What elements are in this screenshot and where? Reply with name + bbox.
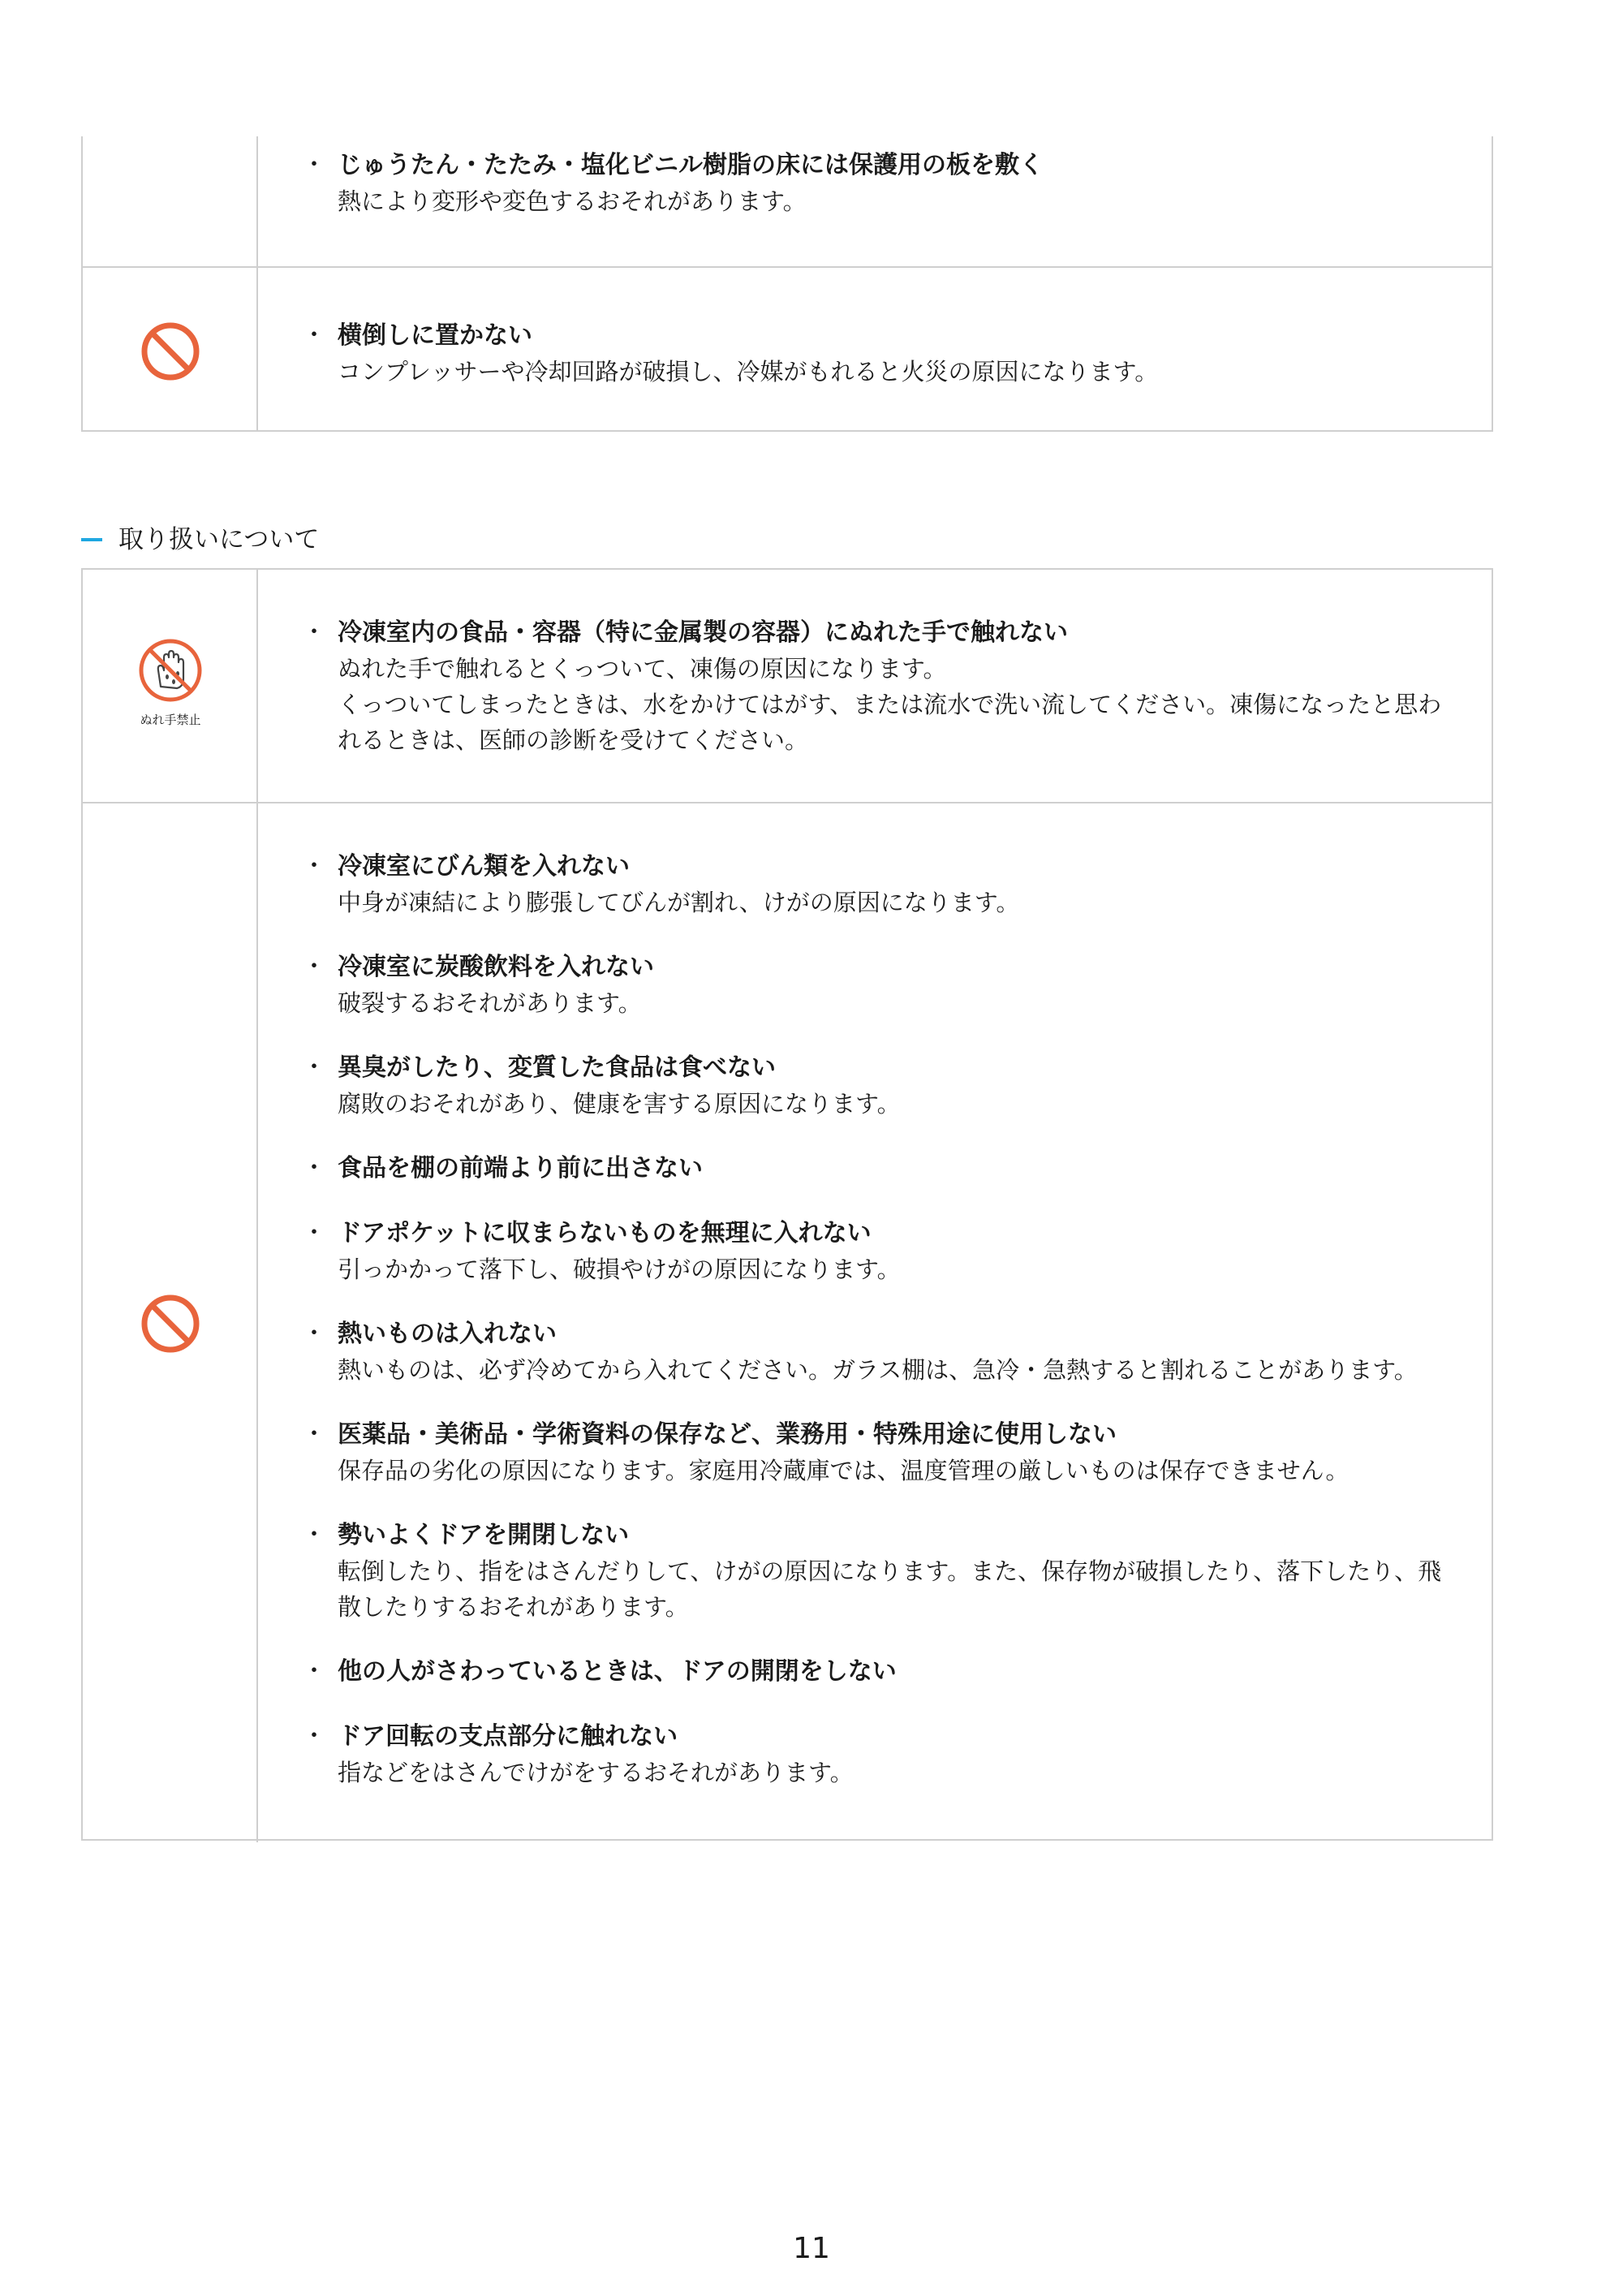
section-heading xyxy=(81,523,319,556)
item-list xyxy=(258,849,1443,1820)
list-item xyxy=(258,1417,1443,1488)
list-item xyxy=(258,148,1443,219)
item-description: 転倒したり、指をはさんだりして、けがの原因になります。また、保存物が破損したり、落下したり、飛散したりするおそれがあります。 xyxy=(338,1557,1442,1621)
table-row xyxy=(83,570,1492,802)
item-title: ・ 勢いよくドアを開閉しない xyxy=(338,1521,630,1549)
list-item xyxy=(258,950,1443,1021)
list-item xyxy=(258,615,1443,758)
list-item xyxy=(258,1719,1443,1790)
item-title: ・ 冷凍室に炭酸飲料を入れない xyxy=(338,953,654,981)
icon-cell xyxy=(83,268,258,432)
list-item xyxy=(258,849,1443,920)
item-title: ・ じゅうたん・たたみ・塩化ビニル樹脂の床には保護用の板を敷く xyxy=(338,151,1044,179)
list-item xyxy=(258,318,1443,390)
prohibited-icon-wrap xyxy=(83,1291,258,1356)
prohibited-icon-wrap xyxy=(83,319,258,384)
list-item xyxy=(258,1316,1443,1388)
list-item xyxy=(258,1654,1443,1690)
item-title: ・ 医薬品・美術品・学術資料の保存など、業務用・特殊用途に使用しない xyxy=(338,1420,1117,1449)
item-list xyxy=(258,148,1443,248)
item-description: 引っかかって落下し、破損やけがの原因になります。 xyxy=(338,1256,901,1283)
item-title: ・ 冷凍室にびん類を入れない xyxy=(338,852,630,881)
list-item xyxy=(258,1151,1443,1187)
text-cell xyxy=(258,136,1492,266)
text-cell xyxy=(258,803,1492,1842)
table-row xyxy=(83,266,1492,432)
item-description: コンプレッサーや冷却回路が破損し、冷媒がもれると火災の原因になります。 xyxy=(338,358,1159,386)
handling-precautions-table xyxy=(81,568,1493,1841)
item-description: 熱により変形や変色するおそれがあります。 xyxy=(338,187,807,215)
page-number: 11 xyxy=(793,2232,830,2265)
table-row xyxy=(83,802,1492,1842)
item-title: ・ ドア回転の支点部分に触れない xyxy=(338,1722,678,1751)
item-description: 保存品の劣化の原因になります。家庭用冷蔵庫では、温度管理の厳しいものは保存できません。 xyxy=(338,1457,1350,1484)
item-description: 指などをはさんでけがをするおそれがあります。 xyxy=(338,1759,854,1786)
prohibited-icon xyxy=(138,1291,203,1356)
list-item xyxy=(258,1518,1443,1625)
list-item xyxy=(258,1050,1443,1122)
precautions-table-continued xyxy=(81,136,1493,432)
item-title: ・ 横倒しに置かない xyxy=(338,321,532,350)
item-title: ・ 他の人がさわっているときは、ドアの開閉をしない xyxy=(338,1657,897,1686)
item-title: ・ 異臭がしたり、変質した食品は食べない xyxy=(338,1053,776,1082)
heading-accent-bar xyxy=(81,538,102,541)
no-wet-hands-icon xyxy=(138,638,203,703)
item-title: ・ 冷凍室内の食品・容器（特に金属製の容器）にぬれた手で触れない xyxy=(338,618,1068,647)
section-heading-text: 取り扱いについて xyxy=(118,525,320,554)
text-cell xyxy=(258,268,1492,432)
icon-cell xyxy=(83,136,258,266)
table-row xyxy=(83,136,1492,266)
item-description: ぬれた手で触れるとくっついて、凍傷の原因になります。 くっついてしまったときは、水をかけてはがす、または流水で洗い流してください。凍傷になったと思われるときは、医師の診断を受けてください。 xyxy=(338,655,1442,754)
item-title: ・ 食品を棚の前端より前に出さない xyxy=(338,1154,703,1182)
no-wet-hands-icon-wrap xyxy=(83,638,258,728)
item-list xyxy=(258,318,1443,419)
text-cell xyxy=(258,570,1492,802)
item-description: 熱いものは、必ず冷めてから入れてください。ガラス棚は、急冷・急熱すると割れることがあります。 xyxy=(338,1356,1418,1384)
item-description: 中身が凍結により膨張してびんが割れ、けがの原因になります。 xyxy=(338,889,1020,916)
icon-cell xyxy=(83,803,258,1842)
item-description: 破裂するおそれがあります。 xyxy=(338,989,642,1017)
list-item xyxy=(258,1216,1443,1287)
item-title: ・ ドアポケットに収まらないものを無理に入れない xyxy=(338,1219,872,1247)
prohibited-icon xyxy=(138,319,203,384)
icon-label: ぬれ手禁止 xyxy=(140,713,201,727)
icon-cell xyxy=(83,570,258,802)
item-title: ・ 熱いものは入れない xyxy=(338,1320,557,1348)
item-description: 腐敗のおそれがあり、健康を害する原因になります。 xyxy=(338,1090,901,1118)
item-list xyxy=(258,615,1443,787)
